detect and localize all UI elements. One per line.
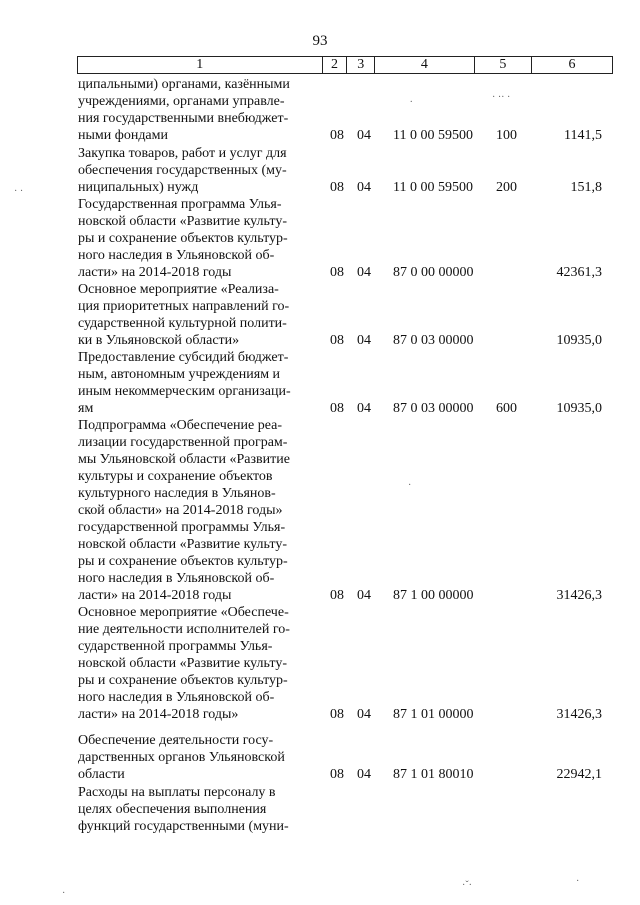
amount-cell: 151,8 — [570, 180, 602, 195]
target-code-cell: 11 0 00 59500 — [393, 180, 473, 195]
description-line: культурного наследия в Ульянов- — [78, 486, 276, 501]
row-description — [78, 76, 318, 144]
description-line: Расходы на выплаты персоналу в — [78, 785, 276, 800]
description-line: культуры и сохранение объектов — [78, 469, 273, 484]
scan-speck: · — [408, 480, 412, 491]
amount-cell: 22942,1 — [556, 767, 602, 782]
expense-type-cell: 200 — [496, 180, 517, 195]
description-line: ры и сохранение объектов культур- — [78, 673, 288, 688]
description-line: ными фондами — [78, 128, 169, 143]
scan-speck: ·ˇ· — [462, 880, 472, 891]
description-line: Обеспечение деятельности госу- — [78, 733, 274, 748]
razdel-cell: 08 — [330, 265, 344, 280]
description-line: ного наследия в Ульяновской об- — [78, 690, 275, 705]
row-description — [78, 604, 318, 723]
description-line: ниципальных) нужд — [78, 180, 199, 195]
row-description — [78, 349, 318, 417]
description-line: новской области «Развитие культу- — [78, 214, 287, 229]
column-header-3: 3 — [347, 57, 375, 74]
description-line: новской области «Развитие культу- — [78, 537, 287, 552]
target-code-cell: 11 0 00 59500 — [393, 128, 473, 143]
amount-cell: 10935,0 — [556, 333, 602, 348]
amount-cell: 1141,5 — [564, 128, 602, 143]
description-line: учреждениями, органами управле- — [78, 94, 285, 109]
description-line: Закупка товаров, работ и услуг для — [78, 146, 287, 161]
description-line: ципальными) органами, казёнными — [78, 77, 290, 92]
target-code-cell: 87 1 01 00000 — [393, 707, 474, 722]
description-line: сударственной программы Улья- — [78, 639, 273, 654]
page-number: 93 — [312, 33, 328, 49]
description-line: функций государственными (муни- — [78, 819, 289, 834]
target-code-cell: 87 0 00 00000 — [393, 265, 474, 280]
description-line: Основное мероприятие «Реализа- — [78, 282, 279, 297]
razdel-cell: 08 — [330, 333, 344, 348]
podrazdel-cell: 04 — [357, 265, 371, 280]
row-description — [78, 281, 318, 349]
target-code-cell: 87 0 03 00000 — [393, 333, 474, 348]
amount-cell: 31426,3 — [556, 588, 602, 603]
description-line: Государственная программа Улья- — [78, 197, 282, 212]
expense-type-cell: 100 — [496, 128, 517, 143]
scan-speck: · — [576, 876, 580, 887]
description-line: дарственных органов Ульяновской — [78, 750, 285, 765]
description-line: Подпрограмма «Обеспечение реа- — [78, 418, 283, 433]
description-line: ция приоритетных направлений го- — [78, 299, 290, 314]
row-description — [78, 732, 318, 783]
description-line: государственной программы Улья- — [78, 520, 286, 535]
column-header-2: 2 — [322, 57, 347, 74]
description-line: мы Ульяновской области «Развитие — [78, 452, 290, 467]
description-line: ры и сохранение объектов культур- — [78, 554, 288, 569]
description-line: Предоставление субсидий бюджет- — [78, 350, 289, 365]
amount-cell: 10935,0 — [556, 401, 602, 416]
column-header-4: 4 — [375, 57, 475, 74]
description-line: иным некоммерческим организаци- — [78, 384, 291, 399]
row-description — [78, 196, 318, 281]
description-line: ного наследия в Ульяновской об- — [78, 571, 275, 586]
podrazdel-cell: 04 — [357, 180, 371, 195]
column-header-row — [77, 56, 613, 74]
podrazdel-cell: 04 — [357, 767, 371, 782]
description-line: ласти» на 2014-2018 годы — [78, 588, 232, 603]
target-code-cell: 87 1 00 00000 — [393, 588, 474, 603]
scan-speck: · ·· · — [492, 92, 511, 103]
podrazdel-cell: 04 — [357, 707, 371, 722]
podrazdel-cell: 04 — [357, 128, 371, 143]
target-code-cell: 87 1 01 80010 — [393, 767, 474, 782]
row-description — [78, 417, 318, 604]
row-description — [78, 145, 318, 196]
razdel-cell: 08 — [330, 128, 344, 143]
column-header-1: 1 — [78, 57, 323, 74]
scan-speck: · — [62, 888, 66, 899]
podrazdel-cell: 04 — [357, 401, 371, 416]
razdel-cell: 08 — [330, 767, 344, 782]
amount-cell: 31426,3 — [556, 707, 602, 722]
razdel-cell: 08 — [330, 401, 344, 416]
description-line: Основное мероприятие «Обеспече- — [78, 605, 289, 620]
description-line: ного наследия в Ульяновской об- — [78, 248, 275, 263]
description-line: ской области» на 2014-2018 годы» — [78, 503, 283, 518]
description-line: ки в Ульяновской области» — [78, 333, 240, 348]
razdel-cell: 08 — [330, 588, 344, 603]
description-line: новской области «Развитие культу- — [78, 656, 287, 671]
scan-speck: · · — [14, 186, 24, 197]
description-line: области — [78, 767, 125, 782]
description-line: ласти» на 2014-2018 годы — [78, 265, 232, 280]
description-line: обеспечения государственных (му- — [78, 163, 287, 178]
description-line: ры и сохранение объектов культур- — [78, 231, 288, 246]
description-line: целях обеспечения выполнения — [78, 802, 267, 817]
razdel-cell: 08 — [330, 707, 344, 722]
podrazdel-cell: 04 — [357, 588, 371, 603]
razdel-cell: 08 — [330, 180, 344, 195]
podrazdel-cell: 04 — [357, 333, 371, 348]
column-header-6: 6 — [532, 57, 613, 74]
description-line: ласти» на 2014-2018 годы» — [78, 707, 239, 722]
description-line: ным, автономным учреждениям и — [78, 367, 281, 382]
amount-cell: 42361,3 — [556, 265, 602, 280]
scan-speck: . — [410, 94, 413, 105]
description-line: ние деятельности исполнителей го- — [78, 622, 290, 637]
description-line: лизации государственной програм- — [78, 435, 288, 450]
description-line: ям — [78, 401, 94, 416]
column-header-5: 5 — [474, 57, 531, 74]
expense-type-cell: 600 — [496, 401, 517, 416]
description-line: ния государственными внебюджет- — [78, 111, 289, 126]
row-description — [78, 784, 318, 835]
target-code-cell: 87 0 03 00000 — [393, 401, 474, 416]
description-line: сударственной культурной полити- — [78, 316, 287, 331]
